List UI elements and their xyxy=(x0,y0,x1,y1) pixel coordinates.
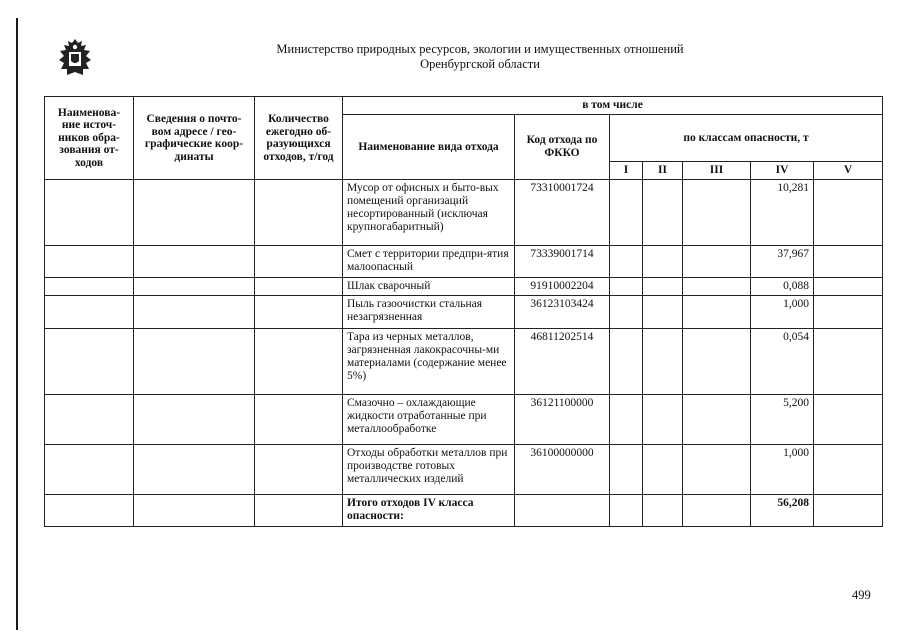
page-number: 499 xyxy=(852,588,871,602)
header-class-5: V xyxy=(814,162,883,180)
table-row xyxy=(45,329,883,395)
header-code: Код отхода по ФККО xyxy=(515,115,610,180)
waste-name: Пыль газоочистки стальная незагрязненная xyxy=(343,296,515,329)
table-row xyxy=(45,278,883,296)
header-address: Сведения о почто-вом адресе / гео-графические коор-динаты xyxy=(134,97,255,180)
table-row xyxy=(45,296,883,329)
waste-table xyxy=(44,96,883,527)
waste-code: 73310001724 xyxy=(515,180,610,246)
class-4-value: 5,200 xyxy=(751,395,814,445)
header-source-name: Наименова-ние источ-ников обра-зования от-ходов xyxy=(45,97,134,180)
header-class-4: IV xyxy=(751,162,814,180)
class-4-value: 10,281 xyxy=(751,180,814,246)
coat-of-arms-icon xyxy=(58,38,92,78)
class-4-value: 1,000 xyxy=(751,445,814,495)
class-4-value: 1,000 xyxy=(751,296,814,329)
waste-code: 73339001714 xyxy=(515,246,610,278)
document-header xyxy=(200,42,760,72)
header-waste-name: Наименование вида отхода xyxy=(343,115,515,180)
class-4-value: 0,088 xyxy=(751,278,814,296)
table-total-row xyxy=(45,495,883,527)
waste-name: Тара из черных металлов, загрязненная лакокрасочны-ми материалами (содержание менее 5%) xyxy=(343,329,515,395)
waste-code: 91910002204 xyxy=(515,278,610,296)
table-row xyxy=(45,246,883,278)
total-label: Итого отходов IV класса опасности: xyxy=(343,495,515,527)
waste-name: Отходы обработки металлов при производстве готовых металлических изделий xyxy=(343,445,515,495)
waste-code: 36121100000 xyxy=(515,395,610,445)
waste-code: 46811202514 xyxy=(515,329,610,395)
header-class-2: II xyxy=(643,162,683,180)
header-class-3: III xyxy=(683,162,751,180)
region-name: Оренбургской области xyxy=(420,57,540,71)
table-row xyxy=(45,445,883,495)
header-including: в том числе xyxy=(343,97,883,115)
class-4-value: 37,967 xyxy=(751,246,814,278)
waste-name: Смет с территории предпри-ятия малоопасный xyxy=(343,246,515,278)
page-edge-line xyxy=(16,18,18,630)
ministry-name: Министерство природных ресурсов, экологии и имущественных отношений xyxy=(276,42,684,56)
table-row xyxy=(45,180,883,246)
header-class-1: I xyxy=(610,162,643,180)
waste-name: Мусор от офисных и быто-вых помещений организаций несортированный (исключая крупногабаритный) xyxy=(343,180,515,246)
total-class-4-value: 56,208 xyxy=(751,495,814,527)
header-hazard-classes: по классам опасности, т xyxy=(610,115,883,162)
waste-code: 36100000000 xyxy=(515,445,610,495)
waste-name: Шлак сварочный xyxy=(343,278,515,296)
waste-code: 36123103424 xyxy=(515,296,610,329)
waste-name: Смазочно – охлаждающие жидкости отработанные при металлообработке xyxy=(343,395,515,445)
class-4-value: 0,054 xyxy=(751,329,814,395)
table-row xyxy=(45,395,883,445)
header-quantity: Количество ежегодно об-разующихся отходов, т/год xyxy=(255,97,343,180)
